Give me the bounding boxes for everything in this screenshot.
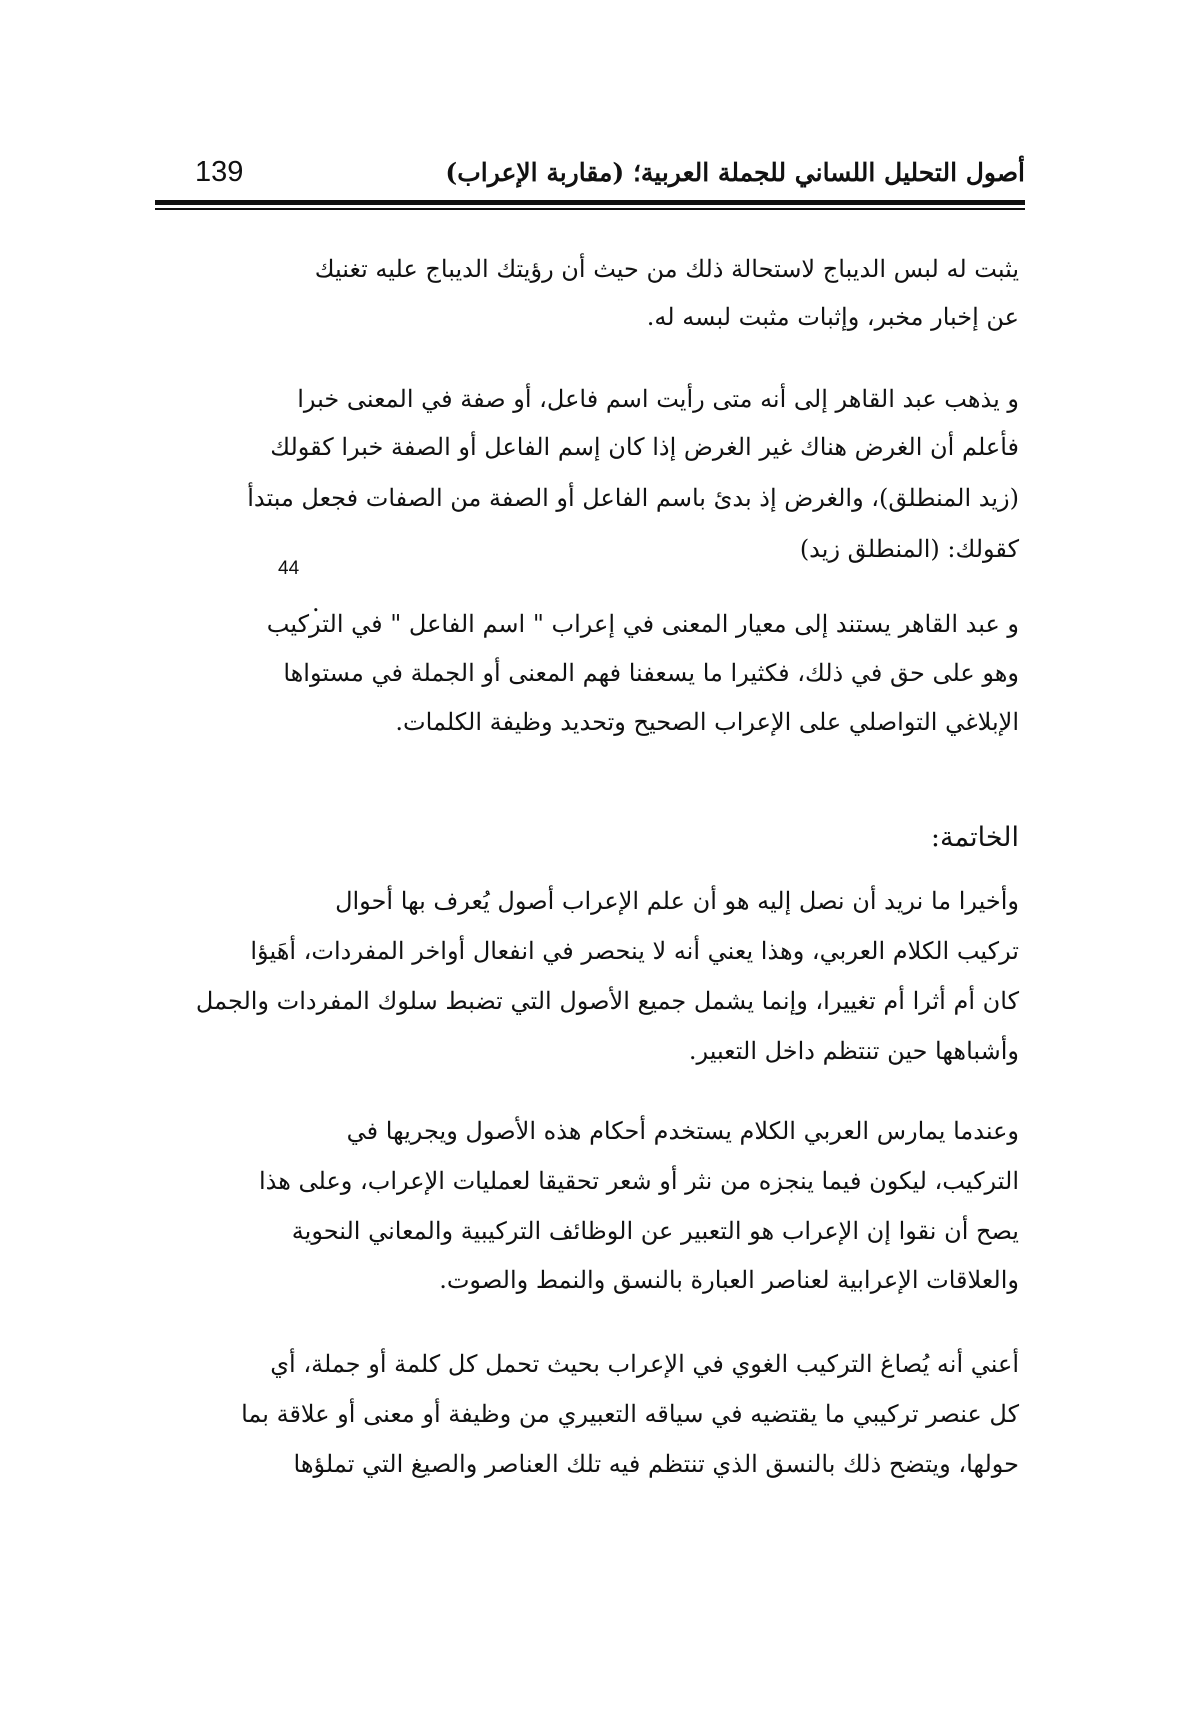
page-number: 139 xyxy=(195,156,244,188)
body-line: (زيد المنطلق)، والغرض إذ بدئ باسم الفاعل أو الصفة من الصفات فجعل مبتدأ xyxy=(247,484,1019,512)
body-line: وهو على حق في ذلك، فكثيرا ما يسعفنا فهم المعنى أو الجملة في مستواها xyxy=(283,659,1019,687)
body-line: يثبت له لبس الديباج لاستحالة ذلك من حيث أن رؤيتك الديباج عليه تغنيك xyxy=(314,255,1019,283)
footnote-reference: 44 xyxy=(278,558,300,579)
body-line: والعلاقات الإعرابية لعناصر العبارة بالنسق والنمط والصوت. xyxy=(439,1266,1019,1294)
body-line: حولها، ويتضح ذلك بالنسق الذي تنتظم فيه تلك العناصر والصيغ التي تملؤها xyxy=(293,1450,1019,1478)
running-header xyxy=(155,150,1025,205)
body-line: وأشباهها حين تنتظم داخل التعبير. xyxy=(688,1037,1019,1065)
section-heading: الخاتمة: xyxy=(930,822,1019,853)
body-line: كان أم أثرا أم تغييرا، وإنما يشمل جميع الأصول التي تضبط سلوك المفردات والجمل xyxy=(195,987,1019,1015)
body-line: و عبد القاهر يستند إلى معيار المعنى في إعراب " اسم الفاعل " في التركيب xyxy=(266,610,1019,638)
body-line: تركيب الكلام العربي، وهذا يعني أنه لا ينحصر في انفعال أواخر المفردات، أهَيؤا xyxy=(250,937,1019,965)
body-line: فأعلم أن الغرض هناك غير الغرض إذا كان إسم الفاعل أو الصفة خبرا كقولك xyxy=(270,433,1019,461)
body-line: الإبلاغي التواصلي على الإعراب الصحيح وتحديد وظيفة الكلمات. xyxy=(395,708,1019,736)
running-header-title: أصول التحليل اللساني للجملة العربية؛ (مقاربة الإعراب) xyxy=(445,158,1025,187)
footnote-trailing-period: . xyxy=(312,589,320,617)
body-line: أعني أنه يُصاغ التركيب الغوي في الإعراب بحيث تحمل كل كلمة أو جملة، أي xyxy=(270,1350,1019,1378)
body-line: يصح أن نقوا إن الإعراب هو التعبير عن الوظائف التركيبية والمعاني النحوية xyxy=(291,1217,1019,1245)
body-line: وأخيرا ما نريد أن نصل إليه هو أن علم الإعراب أصول يُعرف بها أحوال xyxy=(335,887,1019,915)
body-line: وعندما يمارس العربي الكلام يستخدم أحكام هذه الأصول ويجريها في xyxy=(346,1117,1019,1145)
body-line: و يذهب عبد القاهر إلى أنه متى رأيت اسم فاعل، أو صفة في المعنى خبرا xyxy=(297,385,1019,413)
body-line: عن إخبار مخبر، وإثبات مثبت لبسه له. xyxy=(646,303,1019,331)
header-rule-thick xyxy=(155,200,1025,205)
header-rule-thin xyxy=(155,208,1025,210)
body-line: التركيب، ليكون فيما ينجزه من نثر أو شعر تحقيقا لعمليات الإعراب، وعلى هذا xyxy=(258,1167,1019,1195)
body-line: كقولك: (المنطلق زيد) xyxy=(799,535,1019,563)
body-line: كل عنصر تركيبي ما يقتضيه في سياقه التعبيري من وظيفة أو معنى أو علاقة بما xyxy=(241,1400,1019,1428)
